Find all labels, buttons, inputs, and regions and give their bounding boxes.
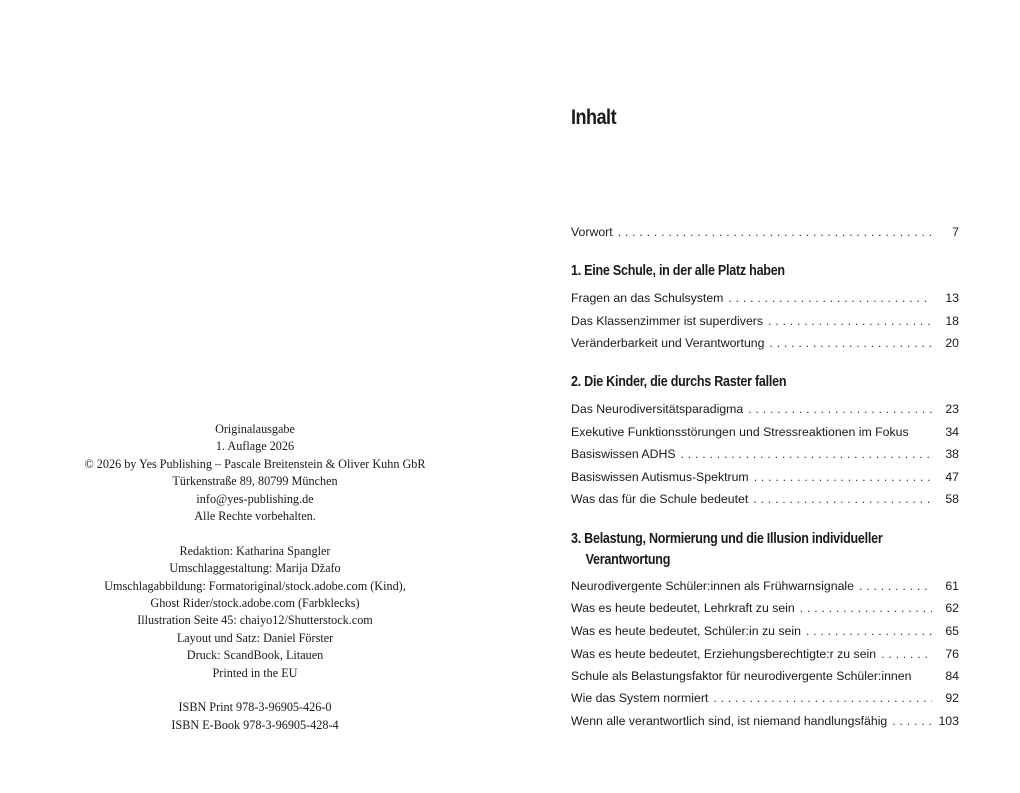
leader-dots bbox=[768, 314, 932, 328]
toc-entry[interactable] bbox=[571, 425, 959, 443]
toc-entry-page: 76 bbox=[945, 647, 959, 661]
toc-entry-page: 23 bbox=[945, 402, 959, 416]
imprint-line: © 2026 by Yes Publishing – Pascale Breitenstein & Oliver Kuhn GbR bbox=[84, 456, 426, 471]
chapter-heading[interactable] bbox=[571, 261, 959, 282]
chapter-heading[interactable] bbox=[571, 529, 959, 571]
leader-dots bbox=[713, 691, 932, 705]
toc-entry-title: Das Neurodiversitätsparadigma bbox=[571, 402, 744, 416]
toc-entry-title: Basiswissen Autismus-Spektrum bbox=[571, 470, 749, 484]
imprint-line: Printed in the EU bbox=[212, 665, 298, 680]
imprint-spacer bbox=[0, 525, 510, 542]
toc-entry-page: 18 bbox=[945, 314, 959, 328]
toc-entry-title: Wie das System normiert bbox=[571, 691, 709, 705]
imprint-line: Alle Rechte vorbehalten. bbox=[194, 509, 316, 524]
imprint-line: Türkenstraße 89, 80799 München bbox=[172, 474, 338, 489]
toc-entry-title: Schule als Belastungsfaktor für neurodivergente Schüler:innen bbox=[571, 669, 912, 683]
chapter-heading-line: Verantwortung bbox=[585, 552, 671, 568]
toc-entry-title: Basiswissen ADHS bbox=[571, 447, 676, 461]
leader-dots bbox=[618, 225, 932, 239]
imprint-line: Umschlaggestaltung: Marija Džafo bbox=[169, 561, 341, 576]
leader-dots bbox=[728, 291, 932, 305]
leader-dots bbox=[881, 647, 932, 661]
leader-dots bbox=[681, 447, 932, 461]
imprint-line: Illustration Seite 45: chaiyo12/Shutterstock.com bbox=[137, 613, 373, 628]
isbn-print: ISBN Print 978-3-96905-426-0 bbox=[178, 700, 332, 715]
toc-entry-page: 65 bbox=[945, 624, 959, 638]
toc-entry[interactable] bbox=[571, 314, 959, 332]
toc-entry[interactable] bbox=[571, 492, 959, 510]
toc-entry[interactable] bbox=[571, 647, 959, 665]
imprint-line: 1. Auflage 2026 bbox=[215, 439, 295, 454]
imprint-line: Ghost Rider/stock.adobe.com (Farbklecks) bbox=[150, 596, 360, 611]
toc-entry-page: 7 bbox=[952, 225, 959, 239]
toc-entry[interactable] bbox=[571, 336, 959, 354]
leader-dots bbox=[754, 470, 932, 484]
toc-entry[interactable] bbox=[571, 669, 959, 687]
toc-entry[interactable] bbox=[571, 579, 959, 597]
toc-entry-page: 61 bbox=[945, 579, 959, 593]
toc-entry-page: 84 bbox=[945, 669, 959, 683]
imprint-block bbox=[0, 421, 510, 734]
toc-entry-title: Das Klassenzimmer ist superdivers bbox=[571, 314, 764, 328]
chapter-heading-line: 2. Die Kinder, die durchs Raster fallen bbox=[571, 374, 787, 390]
toc-entry[interactable] bbox=[571, 601, 959, 619]
toc-entry[interactable] bbox=[571, 291, 959, 309]
imprint-line: Redaktion: Katharina Spangler bbox=[179, 543, 331, 558]
toc-entry-title: Was es heute bedeutet, Schüler:in zu sein bbox=[571, 624, 801, 638]
imprint-line: Layout und Satz: Daniel Förster bbox=[176, 630, 334, 645]
page-title: Inhalt bbox=[571, 106, 617, 129]
imprint-line: Druck: ScandBook, Litauen bbox=[186, 648, 324, 663]
leader-dots bbox=[800, 601, 932, 615]
toc-entry-title: Veränderbarkeit und Verantwortung bbox=[571, 336, 765, 350]
toc-entry-page: 58 bbox=[945, 492, 959, 506]
leader-dots bbox=[748, 402, 932, 416]
toc-entry[interactable] bbox=[571, 624, 959, 642]
leader-dots bbox=[859, 579, 932, 593]
leader-dots bbox=[769, 336, 932, 350]
imprint-line: Umschlagabbildung: Formatoriginal/stock.adobe.com (Kind), bbox=[104, 578, 406, 593]
imprint-line: info@yes-publishing.de bbox=[196, 491, 314, 506]
chapter-heading[interactable] bbox=[571, 372, 959, 393]
toc-entry-title: Neurodivergente Schüler:innen als Frühwarnsignale bbox=[571, 579, 854, 593]
leader-dots bbox=[806, 624, 932, 638]
toc-entry-title: Was das für die Schule bedeutet bbox=[571, 492, 749, 506]
toc-entry[interactable] bbox=[571, 447, 959, 465]
toc-entry-page: 13 bbox=[945, 291, 959, 305]
toc-entry-page: 62 bbox=[945, 601, 959, 615]
toc-entry[interactable] bbox=[571, 691, 959, 709]
toc-entry[interactable] bbox=[571, 470, 959, 488]
chapter-heading-line: 3. Belastung, Normierung und die Illusion individueller bbox=[571, 531, 883, 547]
toc-entry-vorwort[interactable] bbox=[571, 225, 959, 243]
leader-dots bbox=[892, 714, 932, 728]
toc-entry-title: Vorwort bbox=[571, 225, 613, 239]
chapter-heading-line: 1. Eine Schule, in der alle Platz haben bbox=[571, 263, 785, 279]
isbn-ebook: ISBN E-Book 978-3-96905-428-4 bbox=[171, 717, 339, 732]
toc-entry-page: 92 bbox=[945, 691, 959, 705]
toc-entry-page: 38 bbox=[945, 447, 959, 461]
leader-dots bbox=[753, 492, 932, 506]
toc-entry-page: 103 bbox=[938, 714, 959, 728]
toc-entry[interactable] bbox=[571, 714, 959, 732]
toc-entry-title: Was es heute bedeutet, Lehrkraft zu sein bbox=[571, 601, 795, 615]
toc-entry-page: 34 bbox=[945, 425, 959, 439]
toc-entry-page: 20 bbox=[945, 336, 959, 350]
toc-entry-title: Fragen an das Schulsystem bbox=[571, 291, 724, 305]
toc-entry-title: Was es heute bedeutet, Erziehungsberechtigte:r zu sein bbox=[571, 647, 877, 661]
toc-entry-title: Exekutive Funktionsstörungen und Stressreaktionen im Fokus bbox=[571, 425, 909, 439]
toc-entry-page: 47 bbox=[945, 470, 959, 484]
toc-entry[interactable] bbox=[571, 402, 959, 420]
toc-page bbox=[510, 0, 1020, 793]
imprint-line: Originalausgabe bbox=[215, 422, 295, 436]
toc-entry-title: Wenn alle verantwortlich sind, ist niemand handlungsfähig bbox=[571, 714, 888, 728]
imprint-spacer bbox=[0, 682, 510, 699]
